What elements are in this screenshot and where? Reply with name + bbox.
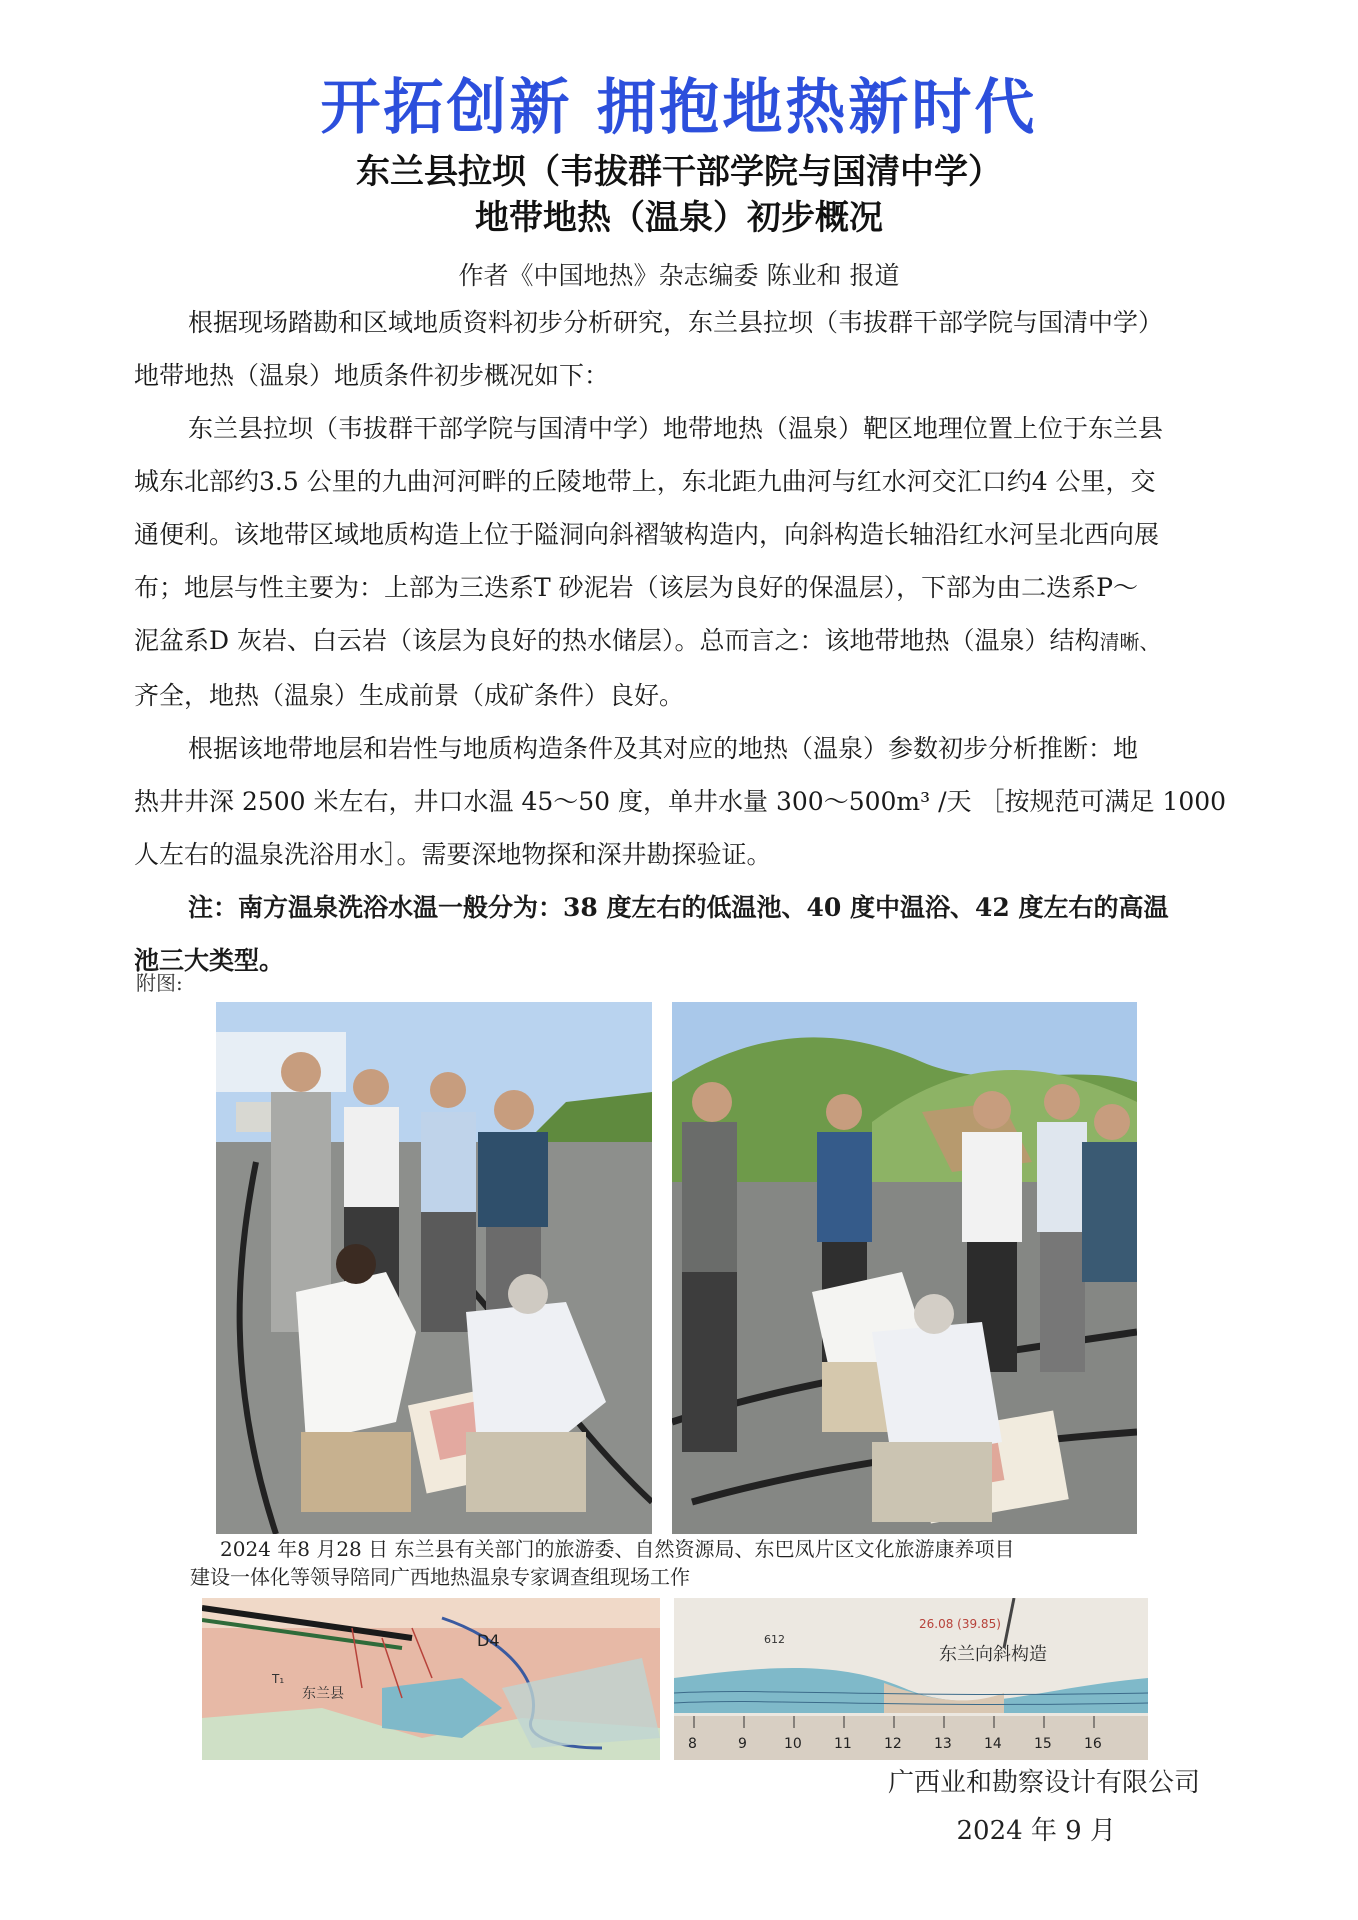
figure-label: 附图:	[136, 971, 183, 995]
paragraph-text-small: 清晰、	[1099, 630, 1160, 654]
paragraph-line: 根据该地带地层和岩性与地质构造条件及其对应的地热（温泉）参数初步分析推断：地	[188, 734, 1139, 763]
cross-section-photo	[674, 1598, 1148, 1760]
ruler-number: 15	[1034, 1736, 1052, 1752]
paragraph-line	[134, 614, 1254, 669]
ruler-number: 11	[834, 1736, 852, 1752]
note-line: 注：南方温泉洗浴水温一般分为：38 度左右的低温池、40 度中温浴、42 度左右的高温	[188, 893, 1169, 922]
paragraph-line: 城东北部约3.5 公里的九曲河河畔的丘陵地带上，东北距九曲河与红水河交汇口约4 公里，交	[134, 467, 1156, 496]
page-subtitle-line1: 东兰县拉坝（韦拔群干部学院与国清中学）	[356, 152, 1002, 192]
section-coordinate: 26.08 (39.85)	[919, 1617, 1001, 1631]
geology-map-image	[202, 1598, 660, 1760]
paragraph-line: 齐全，地热（温泉）生成前景（成矿条件）良好。	[134, 681, 685, 710]
field-photo-left-image	[216, 1002, 652, 1534]
ruler-number: 10	[784, 1736, 802, 1752]
ruler-number: 13	[934, 1736, 952, 1752]
field-photo-right	[672, 1002, 1137, 1534]
map-label-t1: T₁	[272, 1672, 285, 1686]
paragraph-line: 布；地层与性主要为：上部为三迭系T 砂泥岩（该层为良好的保温层），下部为由二迭系P～	[134, 573, 1138, 602]
section-handwritten-label: 东兰向斜构造	[939, 1644, 1047, 1665]
paragraph-line: 地带地热（温泉）地质条件初步概况如下：	[134, 361, 610, 390]
section-elevation: 612	[764, 1633, 785, 1646]
page-title: 开拓创新 拥抱地热新时代	[320, 73, 1038, 143]
photo-caption	[190, 1535, 1180, 1591]
ruler-number: 9	[738, 1736, 747, 1752]
photo-caption-line2: 建设一体化等领导陪同广西地热温泉专家调查组现场工作	[190, 1565, 690, 1589]
ruler-number: 12	[884, 1736, 902, 1752]
geology-map-photo	[202, 1598, 660, 1760]
paragraph-line: 通便利。该地带区域地质构造上位于隘洞向斜褶皱构造内，向斜构造长轴沿红水河呈北西向展	[134, 520, 1160, 549]
paragraph-line: 根据现场踏勘和区域地质资料初步分析研究，东兰县拉坝（韦拔群干部学院与国清中学）	[188, 308, 1164, 337]
ruler-number: 14	[984, 1736, 1002, 1752]
paragraph-line: 东兰县拉坝（韦拔群干部学院与国清中学）地带地热（温泉）靶区地理位置上位于东兰县	[188, 414, 1164, 443]
map-label-d4: D4	[477, 1631, 500, 1650]
note-line: 池三大类型。	[134, 946, 285, 975]
byline: 作者《中国地热》杂志编委 陈业和 报道	[458, 261, 900, 290]
signature-date: 2024 年 9 月	[956, 1816, 1116, 1846]
photo-caption-line1: 2024 年8 月28 日 东兰县有关部门的旅游委、自然资源局、东巴凤片区文化旅游康养项目	[220, 1537, 1015, 1561]
paragraph-text: 泥盆系D 灰岩、白云岩（该层为良好的热水储层）。总而言之：该地带地热（温泉）结构	[134, 626, 1100, 655]
paragraph-line: 热井井深 2500 米左右，井口水温 45～50 度，单井水量 300～500m³ /天 ［按规范可满足 1000	[134, 787, 1227, 816]
field-photo-right-image	[672, 1002, 1137, 1534]
ruler-number: 8	[688, 1736, 697, 1752]
signature-company: 广西业和勘察设计有限公司	[887, 1768, 1200, 1798]
cross-section-image	[674, 1598, 1148, 1760]
field-photo-left	[216, 1002, 652, 1534]
page-subtitle-line2: 地带地热（温泉）初步概况	[475, 198, 883, 238]
map-label-town: 东兰县	[302, 1686, 344, 1702]
paragraph-line: 人左右的温泉洗浴用水］。需要深地物探和深井勘探验证。	[134, 840, 772, 869]
article-body	[134, 296, 1254, 987]
ruler-number: 16	[1084, 1736, 1102, 1752]
